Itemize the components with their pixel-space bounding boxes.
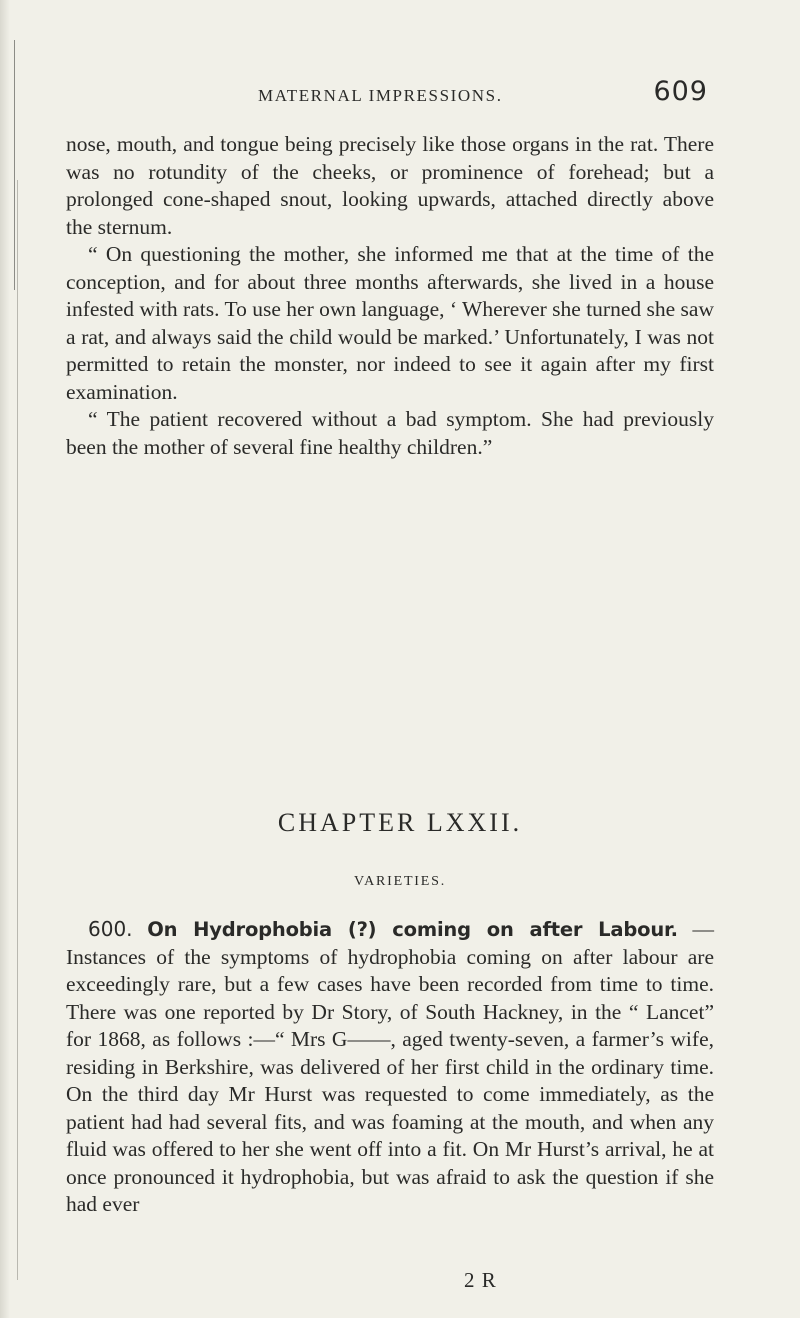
- paragraph: “ The patient recovered without a bad symptom. She had previously been the mother of several fine healthy children.”: [66, 407, 714, 459]
- page-binding-edge: [0, 0, 10, 1318]
- section-600: [66, 916, 714, 1219]
- section-body: —Instances of the symptoms of hydrophobia coming on after labour are exceedingly rare, but a few cases have been recorded from time to time. There was one reported by Dr Story, of South Hackney, in the “ Lancet” for 1868, as follows :—“ Mrs G——, aged twenty-seven, a farmer’s wife, residing in Berkshire, was delivered of her first child in the ordinary time. On the third day Mr Hurst was requested to come immediately, as the patient had had several fits, and was foaming at the mouth, and when any fluid was offered to her she went off into a fit. On Mr Hurst’s arrival, he at once pronounced it hydrophobia, but was afraid to ask the question if she had ever: [66, 917, 715, 1216]
- section-heading: On Hydrophobia (?) coming on after Labour.: [147, 918, 678, 941]
- running-header: [68, 76, 708, 110]
- page-number: 609: [653, 76, 708, 107]
- running-title: MATERNAL IMPRESSIONS.: [258, 86, 503, 105]
- paragraph: nose, mouth, and tongue being precisely like those organs in the rat. There was no rotundity of the cheeks, or prominence of forehead; but a prolonged cone-shaped snout, looking upwards, attached directly above the sternum.: [66, 132, 714, 239]
- chapter-title: CHAPTER LXXII.: [277, 808, 523, 837]
- continuation-text: [66, 131, 714, 461]
- section-paragraph: [66, 916, 714, 1219]
- signature-mark: 2 R: [464, 1268, 497, 1292]
- chapter-subtitle: VARIETIES.: [353, 874, 447, 889]
- paragraph: “ On questioning the mother, she informed me that at the time of the conception, and for about three months afterwards, she lived in a house infested with rats. To use her own language, ‘ Wherever she turned she saw a rat, and always said the child would be marked.’ Unfortunately, I was not permitted to retain the monster, nor indeed to see it again after my first examination.: [66, 242, 714, 404]
- binding-shadow-line: [17, 180, 18, 1280]
- section-number: 600.: [88, 917, 133, 941]
- binding-shadow-line: [14, 40, 15, 290]
